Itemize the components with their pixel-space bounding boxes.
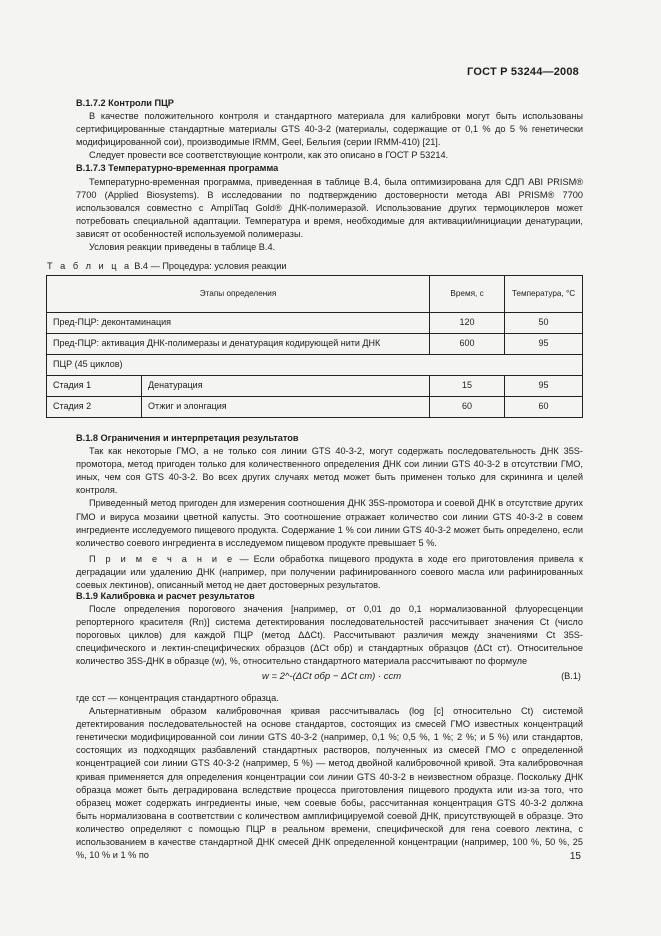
paragraph: После определения порогового значения [например, от 0,01 до 0,1 нормализованной флуоресценции репортерного красителя (Rn)] система детектирования последовательностей рассчитывает значения Ct (число пороговых циклов) для каждой ПЦР (метод ΔΔCt). Рассчитывают различия между значениями Ct 35S-специфического и лектин-специфических образцов (ΔCt обр) и стандартных образцов (ΔCt ст). Относительное количество 35S-ДНК в образце (w), %, относительно стандартного материала рассчитывают по формуле	[76, 604, 583, 667]
table-row	[47, 334, 583, 355]
section-b18	[76, 432, 583, 592]
standard-header: ГОСТ Р 53244—2008	[467, 66, 579, 78]
paragraph: Следует провести все соответствующие контроли, как это описано в ГОСТ Р 53214.	[89, 150, 449, 161]
row-time: 600	[430, 334, 505, 355]
row-time: 120	[430, 313, 505, 334]
note: П р и м е ч а н и е — Если обработка пищевого продукта в ходе его приготовления привела к деградации или удалению ДНК (например, при получении рафинированного соевого масла или рафинированных соевых лектинов), описанный метод не дает достоверных результатов.	[76, 553, 583, 591]
table-header-row	[47, 276, 583, 313]
paragraph: Альтернативным образом калибровочная кривая рассчитывалась (log [c] относительно Ct) системой детектирования последовательностей на основе стандартов, состоящих из смесей ГМО известных концентраций генетически модифицированной сои линии GTS 40-3-2 (например, 0,1 %; 0,5 %, 1 %; 2 %; и 5 %) или стандартов, состоящих из подходящих разбавлений стандартных растворов, полученных из смесей ГМО с определенной концентрацией сои линии GTS 40-3-2 (например, 5 %) — метод двойной калибровочной кривой. Эта калибровочная кривая применяется для определения концентрации сои линии GTS 40-3-2 в неизвестном образце. Поскольку ДНК образца может быть деградирована вследствие процесса приготовления пищевого продукта или из-за того, что образец может содержать ингредиенты иные, чем соевые бобы, рассчитанная концентрация GTS 40-3-2 должна быть нормализована в соответствии с количеством амплифицируемой соевой ДНК, присутствующей в образце. Это количество определяют с помощью ПЦР в реальном времени, специфической для гена соевого лектина, с использованием в качестве стандартной ДНК смесей ДНК определенной концентрации (например, 100 %, 50 %, 25 %, 10 % и 1 % по	[76, 706, 583, 861]
row-label: ПЦР (45 циклов)	[47, 355, 583, 376]
row-temp: 60	[505, 397, 583, 418]
row-step: Денатурация	[142, 376, 430, 397]
row-time: 15	[430, 376, 505, 397]
heading-b19: В.1.9 Калибровка и расчет результатов	[76, 591, 255, 601]
paragraph: Условия реакции приведены в таблице В.4.	[89, 242, 276, 253]
section-b19	[76, 590, 583, 669]
row-label: Пред-ПЦР: активация ДНК-полимеразы и денатурация кодирующей нити ДНК	[47, 334, 430, 355]
row-temp: 95	[505, 376, 583, 397]
heading-b18: В.1.8 Ограничения и интерпретация результатов	[76, 433, 299, 443]
row-temp: 50	[505, 313, 583, 334]
heading-b172: В.1.7.2 Контроли ПЦР	[76, 98, 174, 108]
paragraph: Так как некоторые ГМО, а не только соя линии GTS 40-3-2, могут содержать последовательность ДНК 35S-промотора, метод пригоден только для количественного определения ДНК сои линии GTS 40-3-2 в отсутствии ГМО, иных, чем соя GTS 40-3-2. Во всех других случаях метод может быть применен только для скрининга и целей контроля.	[76, 446, 583, 496]
paragraph: Температурно-временная программа, приведенная в таблице В.4, была оптимизирована для СДП ABI PRISM® 7700 (Applied Biosystems). В исследовании по подтверждению достоверности метода ABI PRISM® 7700 использовался совместно с AmpliTaq Gold® ДНК-полимеразой. Использование других термоциклеров может потребовать специальной адаптации. Температура и время, необходимые для активации/инициации денатурации, зависят от особенностей используемой полимеразы.	[76, 176, 583, 239]
column-header-temp: Температура, °С	[505, 276, 583, 313]
column-header-stage: Этапы определения	[47, 276, 430, 313]
row-step: Отжиг и элонгация	[142, 397, 430, 418]
row-stage: Стадия 1	[47, 376, 142, 397]
table-row	[47, 355, 583, 376]
section-b172-b173	[76, 97, 583, 254]
row-stage: Стадия 2	[47, 397, 142, 418]
formula-number: (В.1)	[561, 671, 581, 681]
reaction-conditions-table	[46, 275, 583, 418]
where-clause: где cст — концентрация стандартного образца.	[76, 693, 279, 703]
table-row	[47, 313, 583, 334]
paragraph: В качестве положительного контроля и стандартного материала для калибровки могут быть использованы сертифицированные стандартные материалы GTS 40-3-2 (материалы, содержащие от 0,1 % до 5 % генетически модифицированной сои), производимые IRMM, Geel, Бельгия (серии IRMM-410) [21].	[76, 111, 583, 148]
table-row	[47, 397, 583, 418]
column-header-time: Время, с	[430, 276, 505, 313]
paragraph: Приведенный метод пригоден для измерения соотношения ДНК 35S-промотора и соевой ДНК в отсутствие других ГМО и вируса мозаики цветной капусты. Это соотношение отражает количество сои линии GTS 40-3-2 в совем ингредиенте исследуемого пищевого продукта. Содержание 1 % сои линии GTS 40-3-2 может быть определено, если количество соевого ингредиента в исследуемом пищевом продукте превышает 5 %.	[76, 498, 583, 548]
section-b19-cont	[76, 692, 583, 862]
formula: w = 2^-(ΔCt обр − ΔCt ст) · cст	[262, 671, 402, 682]
row-temp: 95	[505, 334, 583, 355]
table-row	[47, 376, 583, 397]
page-number: 15	[569, 851, 581, 862]
row-time: 60	[430, 397, 505, 418]
heading-b173: В.1.7.3 Температурно-временная программа	[76, 163, 279, 174]
row-label: Пред-ПЦР: деконтаминация	[47, 313, 430, 334]
table-caption: Т а б л и ц а В.4 — Процедура: условия реакции	[47, 261, 287, 271]
